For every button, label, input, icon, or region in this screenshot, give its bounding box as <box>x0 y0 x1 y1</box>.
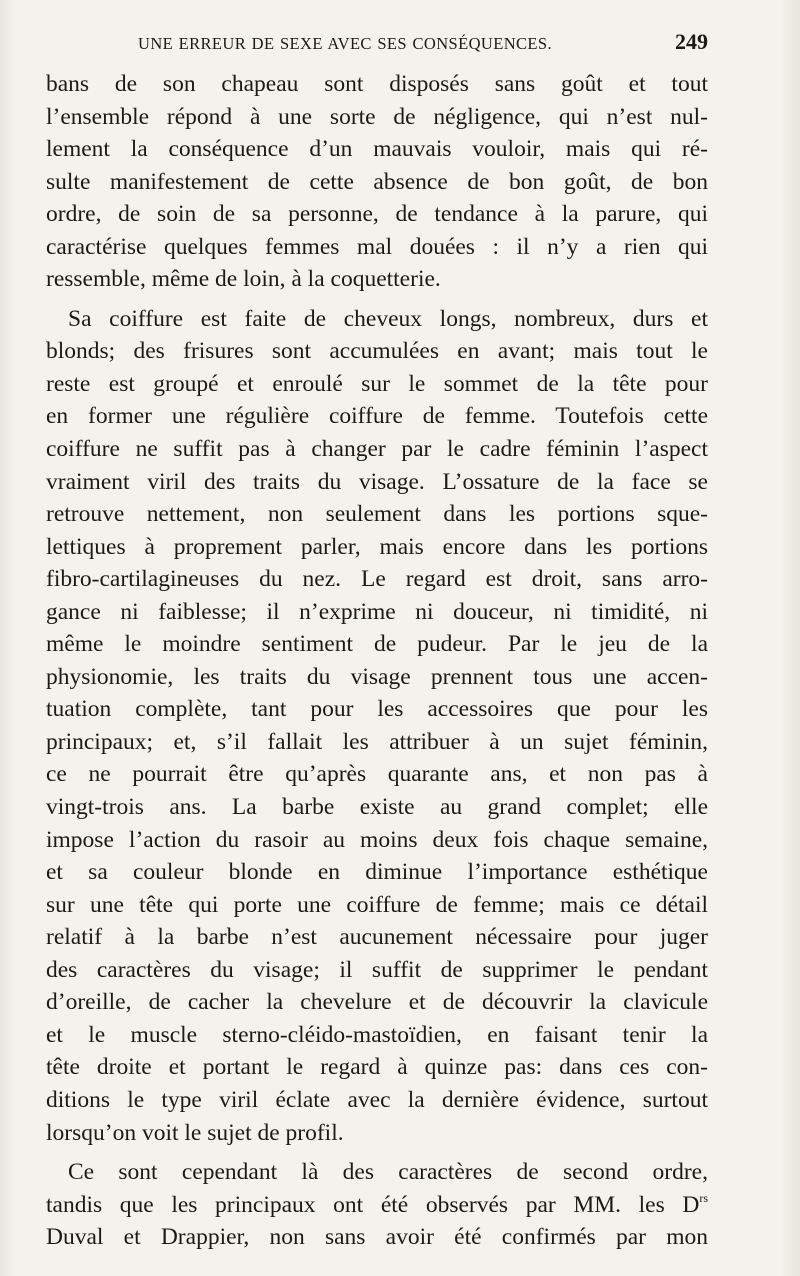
text-line: ordre, de soin de sa personne, de tendance à la parure, qui <box>46 201 708 228</box>
paragraph-2 <box>46 303 708 1149</box>
text-line: d’oreille, de cacher la chevelure et de découvrir la clavicule <box>46 989 708 1016</box>
text-line: tuation complète, tant pour les accessoires que pour les <box>46 696 708 723</box>
running-header <box>46 29 708 64</box>
text-line: en former une régulière coiffure de femme. Toutefois cette <box>46 403 708 430</box>
running-title: UNE ERREUR DE SEXE AVEC SES CONSÉQUENCES. <box>138 34 553 53</box>
text-line: Sa coiffure est faite de cheveux longs, nombreux, durs et <box>68 305 708 332</box>
text-line: lettiques à proprement parler, mais encore dans les portions <box>46 533 708 560</box>
text-line: l’ensemble répond à une sorte de négligence, qui n’est nul- <box>46 103 708 130</box>
text-line: blonds; des frisures sont accumulées en avant; mais tout le <box>46 338 708 365</box>
text-line: sur une tête qui porte une coiffure de femme; mais ce détail <box>46 891 708 918</box>
text-line: impose l’action du rasoir au moins deux fois chaque semaine, <box>46 826 708 853</box>
text-line: ditions le type viril éclate avec la dernière évidence, surtout <box>46 1086 708 1113</box>
text-line: physionomie, les traits du visage prennent tous une accen- <box>46 663 708 690</box>
text-line: reste est groupé et enroulé sur le sommet de la tête pour <box>46 370 708 397</box>
text-line: et sa couleur blonde en diminue l’importance esthétique <box>46 859 708 886</box>
text-line: lorsqu’on voit le sujet de profil. <box>46 1119 344 1146</box>
doctors-abbreviation-superscript: rs <box>699 1190 708 1205</box>
body-text <box>46 68 708 1254</box>
text-line: relatif à la barbe n’est aucunement nécessaire pour juger <box>46 924 708 951</box>
text-line <box>46 1189 708 1222</box>
text-line: retrouve nettement, non seulement dans les portions sque- <box>46 501 708 528</box>
text-line: vraiment viril des traits du visage. L’ossature de la face se <box>46 468 708 495</box>
text-line: principaux; et, s’il fallait les attribuer à un sujet féminin, <box>46 728 708 755</box>
text-line: Duval et Drappier, non sans avoir été confirmés par mon <box>46 1224 708 1251</box>
text-line: lement la conséquence d’un mauvais vouloir, mais qui ré- <box>46 136 708 163</box>
text-line: ressemble, même de loin, à la coquetterie. <box>46 266 441 293</box>
text-line: même le moindre sentiment de pudeur. Par le jeu de la <box>46 631 708 658</box>
text-line: fibro-cartilagineuses du nez. Le regard est droit, sans arro- <box>46 566 708 593</box>
text-line: bans de son chapeau sont disposés sans goût et tout <box>46 71 708 97</box>
paragraph-3 <box>46 1156 708 1254</box>
page-number: 249 <box>675 29 708 54</box>
text-line: ce ne pourrait être qu’après quarante ans, et non pas à <box>46 761 708 788</box>
text-line: Ce sont cependant là des caractères de second ordre, <box>68 1159 708 1186</box>
text-line: tête droite et portant le regard à quinze pas: dans ces con- <box>46 1054 708 1081</box>
paragraph-1 <box>46 68 708 296</box>
text-line: gance ni faiblesse; il n’exprime ni douceur, ni timidité, ni <box>46 598 708 625</box>
text-line: et le muscle sterno-cléido-mastoïdien, en faisant tenir la <box>46 1021 708 1048</box>
text-line: caractérise quelques femmes mal douées : il n’y a rien qui <box>46 233 708 260</box>
text-line: coiffure ne suffit pas à changer par le cadre féminin l’aspect <box>46 436 708 463</box>
text-line: des caractères du visage; il suffit de supprimer le pendant <box>46 956 708 983</box>
text-line: vingt-trois ans. La barbe existe au grand complet; elle <box>46 794 708 821</box>
text-line-main: tandis que les principaux ont été observés par MM. les D <box>46 1191 700 1218</box>
text-line: sulte manifestement de cette absence de bon goût, de bon <box>46 168 708 195</box>
